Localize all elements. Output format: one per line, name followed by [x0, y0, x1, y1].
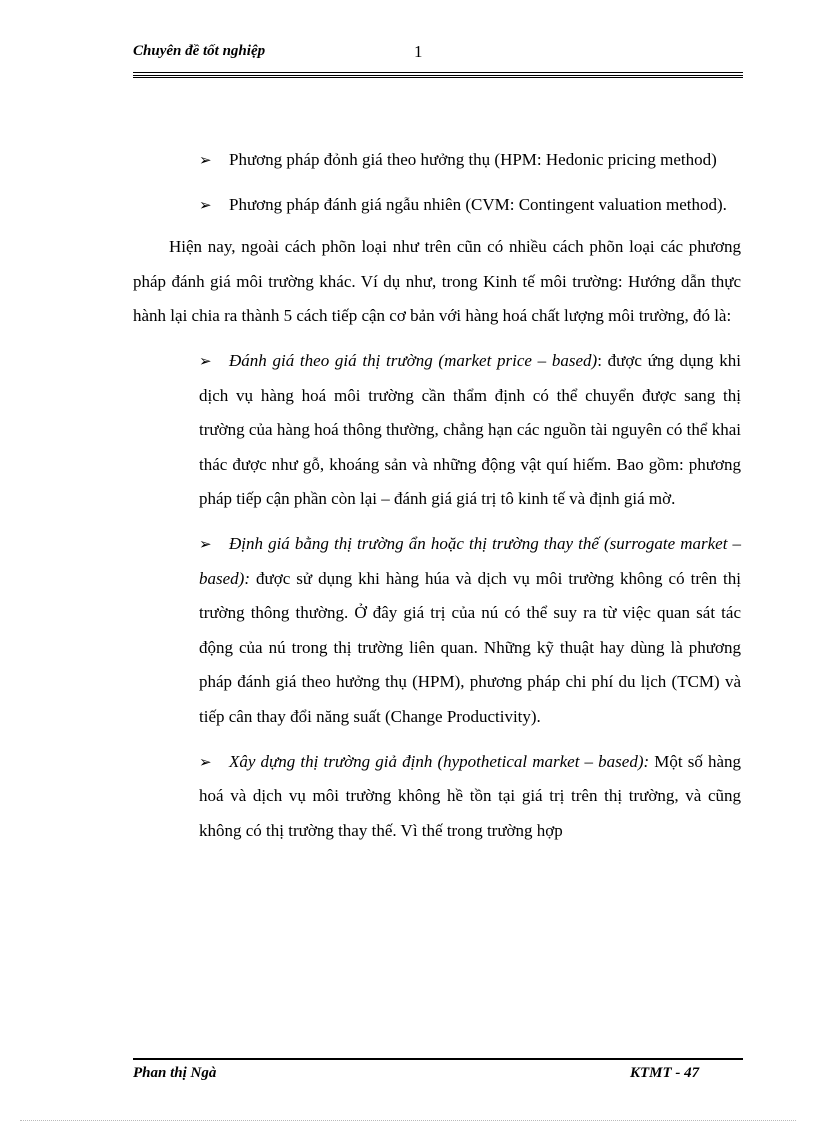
bullet-text: Phương pháp đỏnh giá theo hưởng thụ (HPM: Hedonic pricing method) [229, 150, 717, 169]
document-title: Chuyên đề tốt nghiệp [133, 43, 266, 59]
bullet-item [199, 745, 741, 849]
header-rule [133, 72, 743, 73]
bullet-text: được sử dụng khi hàng húa và dịch vụ môi trường không có trên thị trường thông thường. Ở đây giá trị của nú có thể suy ra từ việc quan sát tác động của nú trong thị trường liên quan. Những kỹ thuật hay dùng là phương pháp đánh giá theo hưởng thụ (HPM), phương pháp chi phí du lịch (TCM) và tiếp cân thay đổi năng suất (Change Productivity). [199, 568, 741, 726]
bullet-item [199, 527, 741, 735]
arrow-bullet-icon: ➢ [199, 151, 212, 169]
bullet-item [199, 344, 741, 517]
footer-rule [133, 1058, 743, 1060]
page-edge-divider [20, 1120, 796, 1121]
arrow-bullet-icon: ➢ [199, 752, 212, 771]
page-header [133, 40, 743, 80]
header-rule [133, 75, 743, 76]
bullet-text: Một số hàng hoá và dịch vụ môi trường không hề tồn tại giá trị trên thị trường, và cũng không có thị trường thay thế. Vì thế trong trường hợp [199, 751, 741, 840]
arrow-bullet-icon: ➢ [199, 195, 212, 214]
bullet-lead: Định giá bằng thị trường ẩn hoặc thị trường thay thế (surrogate market – based): [199, 533, 741, 588]
body-paragraph: Hiện nay, ngoài cách phõn loại như trên cũn có nhiều cách phõn loại các phương pháp đánh giá môi trường khác. Ví dụ như, trong Kinh tế môi trường: Hướng dẫn thực hành lại chia ra thành 5 cách tiếp cận cơ bản với hàng hoá chất lượng môi trường, đó là: [133, 237, 741, 326]
bullet-item [199, 188, 741, 223]
bullet-text: Phương pháp đánh giá ngẫu nhiên (CVM: Contingent valuation method). [229, 194, 727, 214]
header-rule [133, 77, 743, 78]
page-footer [133, 1058, 743, 1098]
page-body [133, 143, 741, 848]
arrow-bullet-icon: ➢ [199, 351, 212, 370]
page-number: 1 [414, 42, 423, 61]
bullet-lead: Đánh giá theo giá thị trường (market price – based) [229, 350, 598, 370]
footer-author: Phan thị Ngà [133, 1065, 217, 1081]
footer-class: KTMT - 47 [630, 1065, 700, 1081]
bullet-item [199, 143, 741, 178]
bullet-lead: Xây dựng thị trường giả định (hypothetical market – based): [229, 751, 650, 771]
arrow-bullet-icon: ➢ [199, 534, 212, 553]
bullet-text: : được ứng dụng khi dịch vụ hàng hoá môi trường cần thẩm định có thể chuyển được sang thị trường của hàng hoá thông thường, chẳng hạn các nguồn tài nguyên có thể khai thác được như gỗ, khoáng sản và những động vật quí hiếm. Bao gồm: phương pháp tiếp cận phần còn lại – đánh giá giá trị tô kinh tế và định giá mờ. [199, 350, 741, 509]
